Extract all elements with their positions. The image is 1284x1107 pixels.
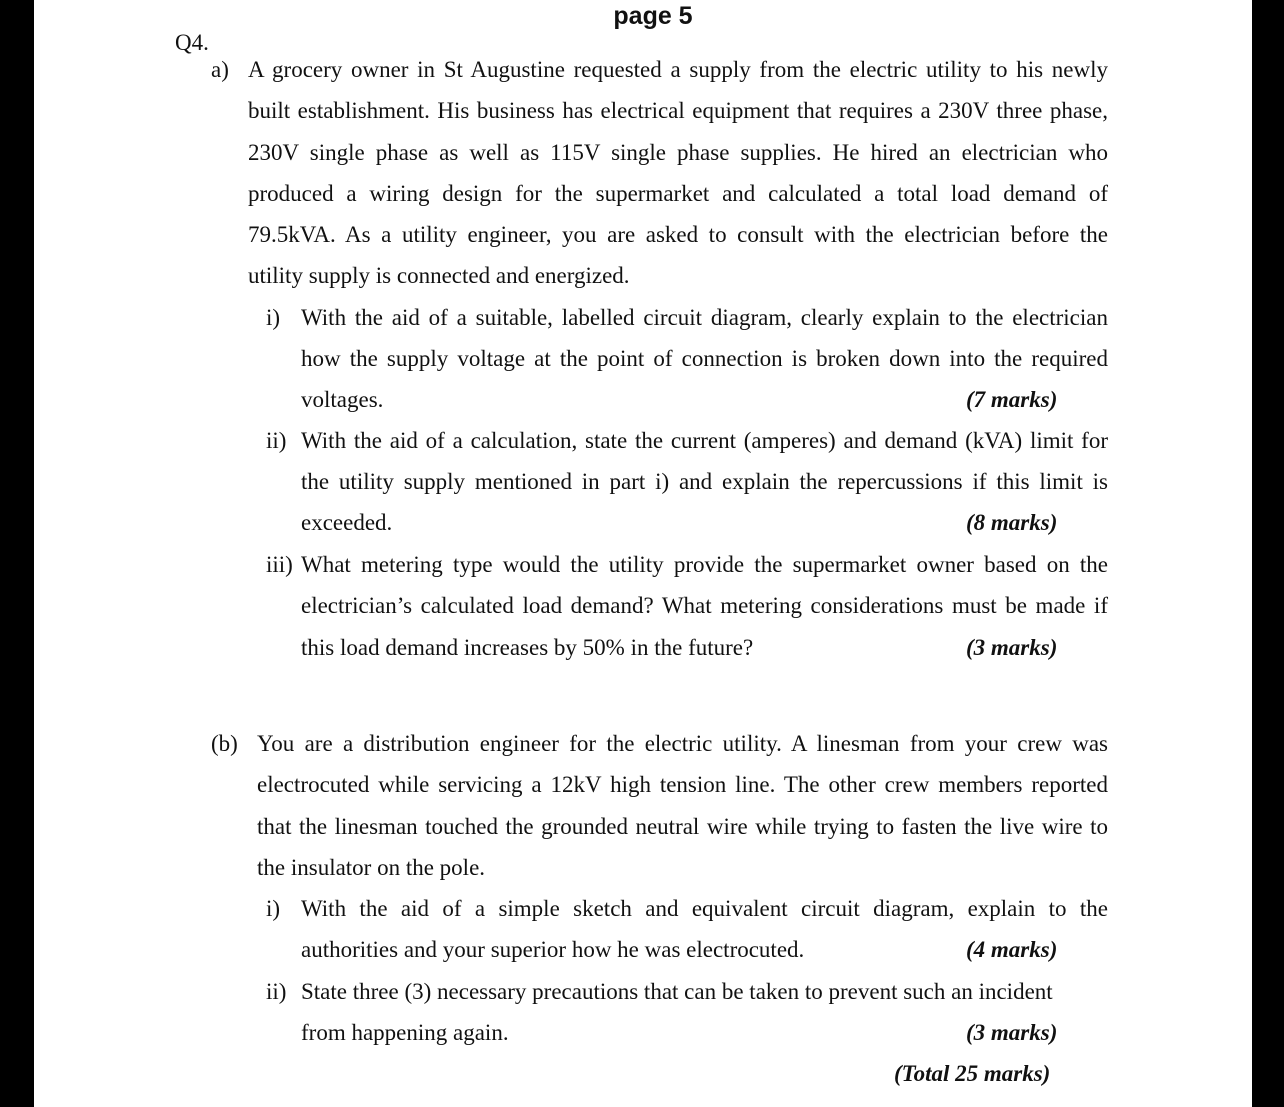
part-a-line-2: built establishment. His business has electrical equipment that requires a 230V three phase, <box>248 98 1108 123</box>
part-a-ii-line-3: exceeded. <box>301 510 393 535</box>
part-b-label: (b) <box>211 731 238 756</box>
part-a-line-5: 79.5kVA. As a utility engineer, you are asked to consult with the electrician before the <box>248 222 1108 247</box>
question-number: Q4. <box>175 30 209 55</box>
part-a-i-label: i) <box>266 305 281 330</box>
part-a-line-1: A grocery owner in St Augustine requested a supply from the electric utility to his newly <box>248 57 1108 82</box>
page-number: page 5 <box>613 2 693 30</box>
part-a-label: a) <box>211 57 229 82</box>
part-a-i-line-2: how the supply voltage at the point of connection is broken down into the required <box>301 346 1108 371</box>
part-a-line-3: 230V single phase as well as 115V single phase supplies. He hired an electrician who <box>248 140 1108 165</box>
part-a-i-line-3: voltages. <box>301 387 384 412</box>
part-a-i-line-1: With the aid of a suitable, labelled circuit diagram, clearly explain to the electrician <box>301 305 1108 330</box>
part-b-ii-line-2: from happening again. <box>301 1020 509 1045</box>
part-b-ii-label: ii) <box>266 979 287 1004</box>
part-b-line-1: You are a distribution engineer for the electric utility. A linesman from your crew was <box>257 731 1108 756</box>
part-a-iii-line-1: What metering type would the utility provide the supermarket owner based on the <box>301 552 1108 577</box>
part-a-iii-line-3: this load demand increases by 50% in the future? <box>301 635 754 660</box>
part-b-line-3: that the linesman touched the grounded neutral wire while trying to fasten the live wire to <box>257 814 1108 839</box>
part-a-ii-line-2: the utility supply mentioned in part i) and explain the repercussions if this limit is <box>301 469 1108 494</box>
part-a-iii-label: iii) <box>266 552 293 577</box>
total-marks: (Total 25 marks) <box>894 1061 1051 1086</box>
part-a-ii-label: ii) <box>266 428 287 453</box>
part-b-i-line-2: authorities and your superior how he was electrocuted. <box>301 937 805 962</box>
part-a-i-marks: (7 marks) <box>966 387 1058 412</box>
part-a-iii-line-2: electrician’s calculated load demand? What metering considerations must be made if <box>301 593 1108 618</box>
part-b-i-label: i) <box>266 896 281 921</box>
part-b-i-marks: (4 marks) <box>966 937 1058 962</box>
part-b-ii-line-1: State three (3) necessary precautions that can be taken to prevent such an incident <box>301 979 1053 1004</box>
part-b-i-line-1: With the aid of a simple sketch and equivalent circuit diagram, explain to the <box>301 896 1108 921</box>
part-b-ii-marks: (3 marks) <box>966 1020 1058 1045</box>
part-a-ii-line-1: With the aid of a calculation, state the current (amperes) and demand (kVA) limit for <box>301 428 1108 453</box>
part-a-line-4: produced a wiring design for the supermarket and calculated a total load demand of <box>248 181 1108 206</box>
part-b-line-2: electrocuted while servicing a 12kV high tension line. The other crew members reported <box>257 772 1108 797</box>
part-a-ii-marks: (8 marks) <box>966 510 1058 535</box>
part-a-line-6: utility supply is connected and energized. <box>248 263 630 288</box>
exam-page <box>34 0 1252 1107</box>
part-a-iii-marks: (3 marks) <box>966 635 1058 660</box>
part-b-line-4: the insulator on the pole. <box>257 855 486 880</box>
